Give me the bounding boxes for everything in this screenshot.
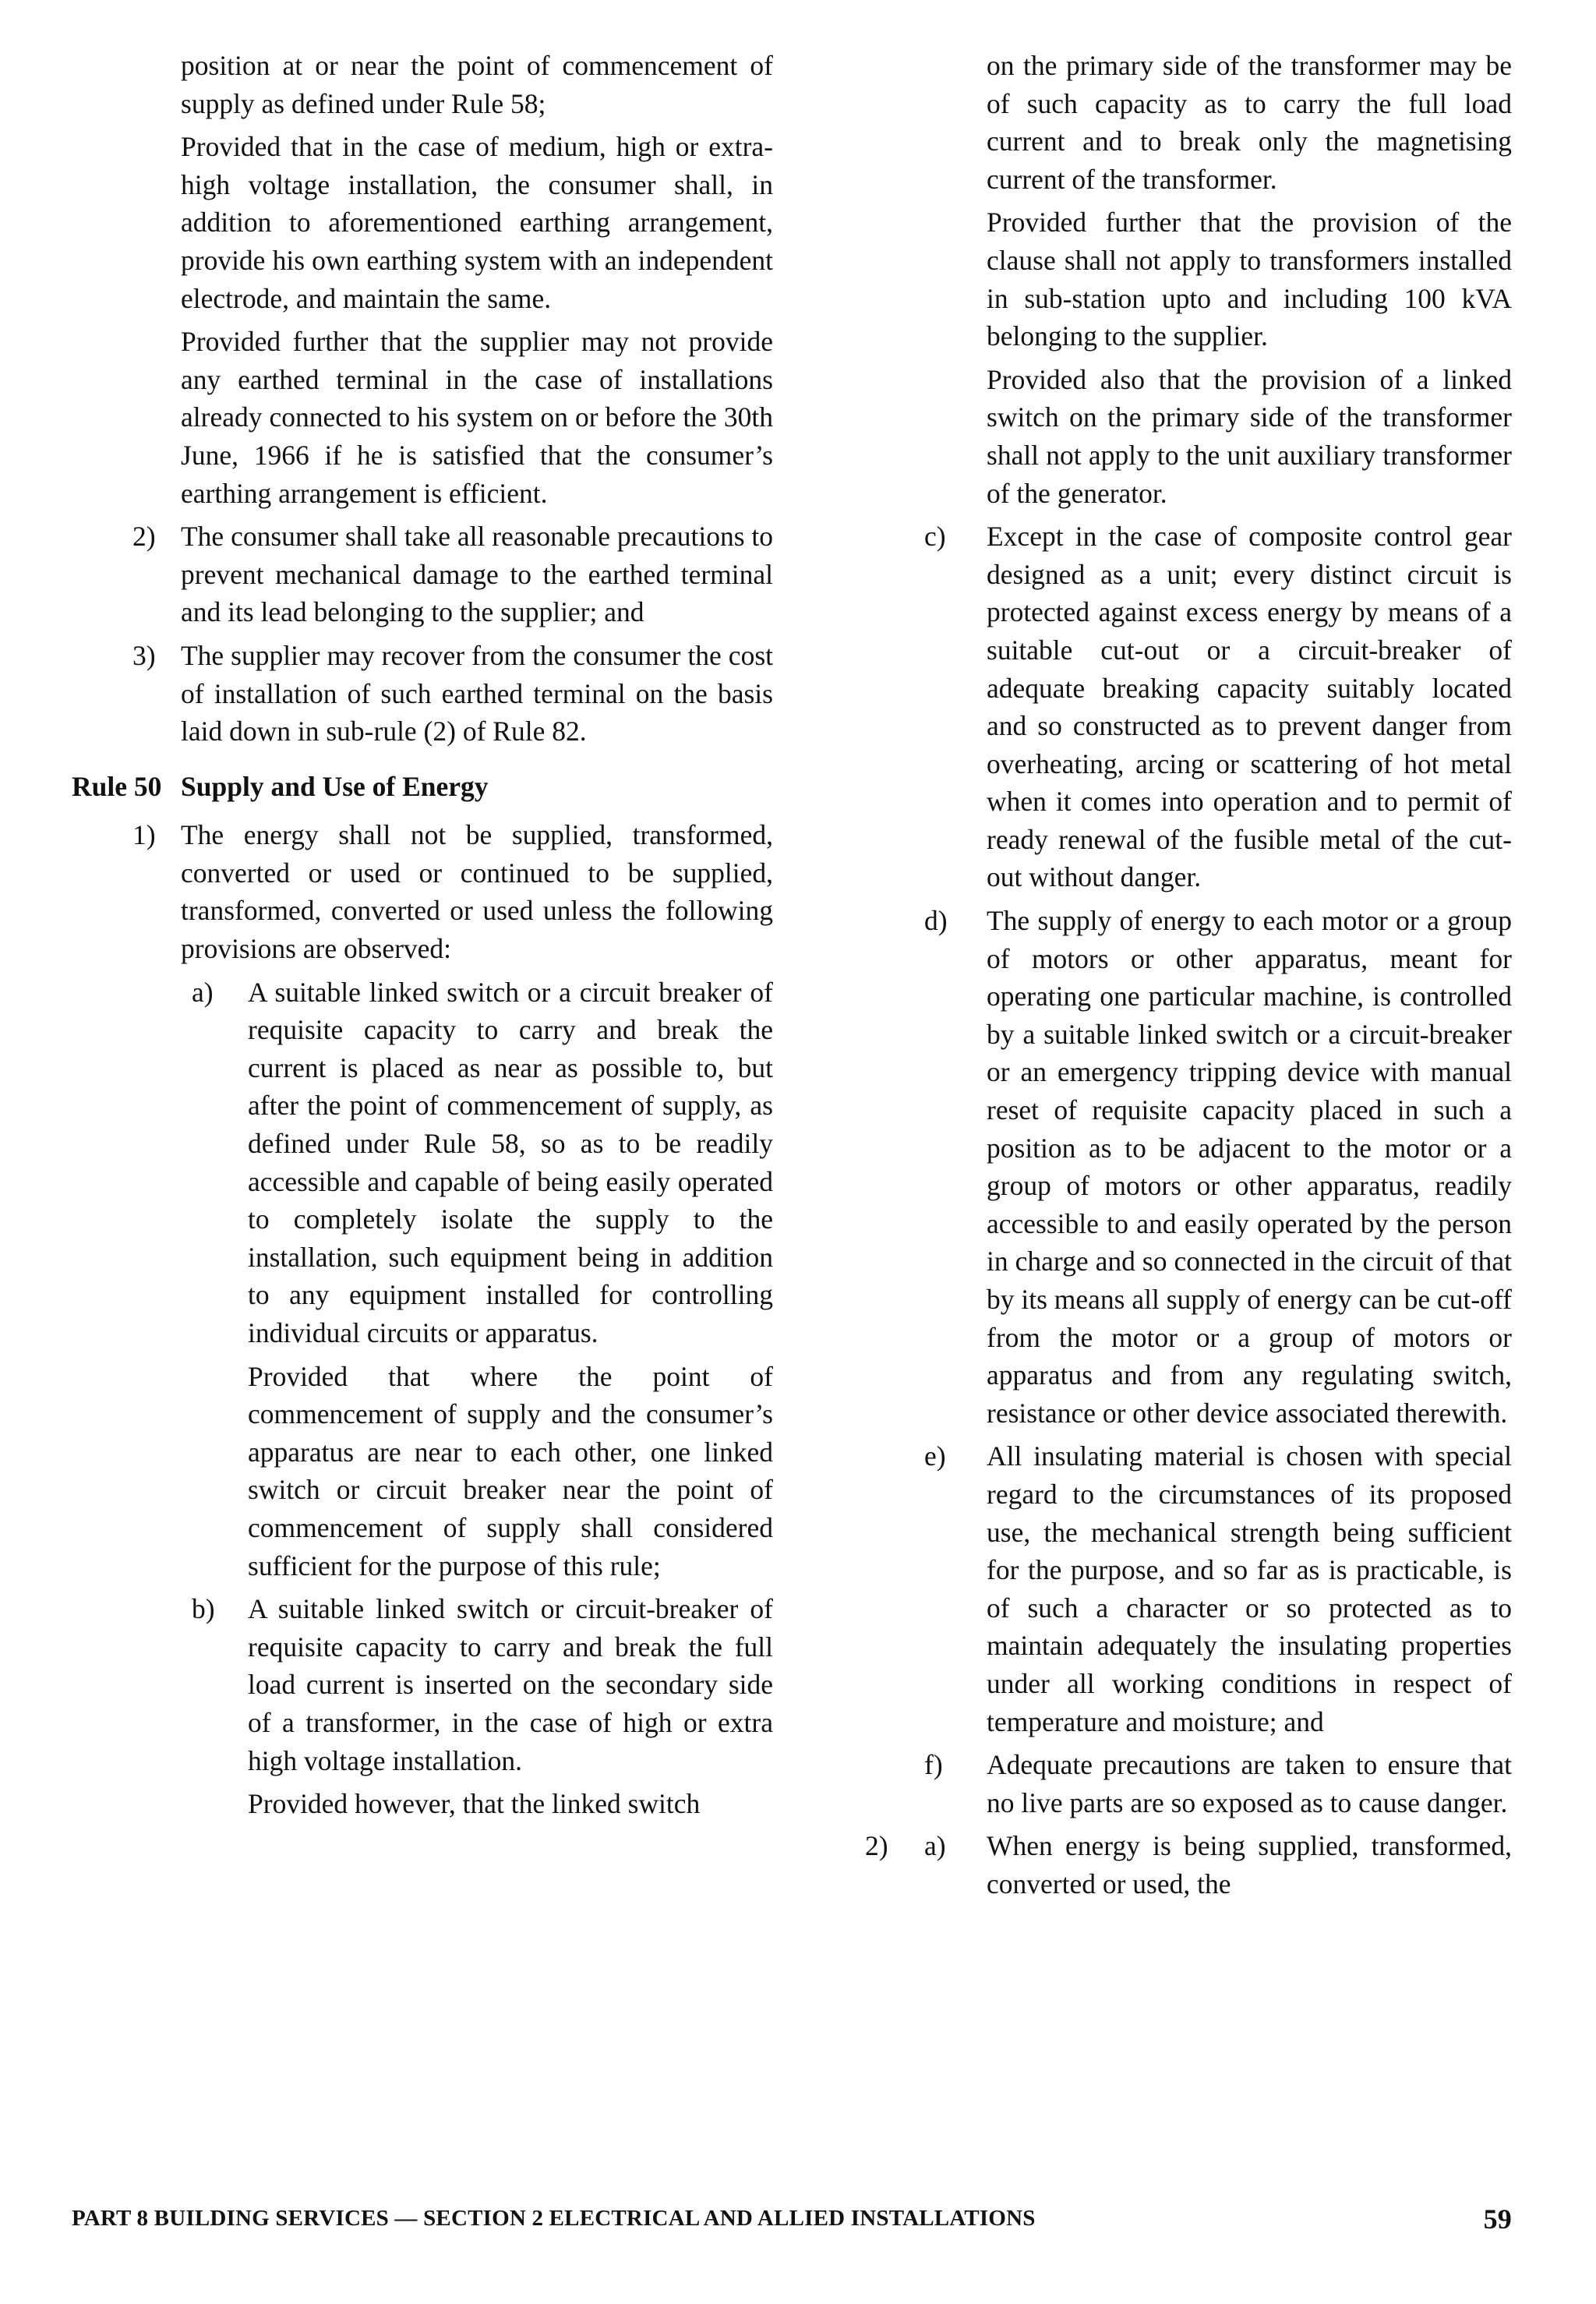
item-number: a) [192, 976, 214, 1008]
item-text: The supply of energy to each motor or a group of motors or other apparatus, meant for operating one particular machine, is controlled by a suitable linked switch or a circuit-breaker or an emergency tripping device with manual reset of requisite capacity placed in such a position as to be adjacent to the motor or a group of motors or other apparatus, readily accessible to and easily operated by the person in charge and so connected in the circuit of that by its means all supply of energy can be cut-off from the motor or a group of motors or apparatus and from any regulating switch, resistance or other device associated therewith. [987, 905, 1512, 1429]
page-footer [72, 2203, 1512, 2235]
item-text: When energy is being supplied, transformed, converted or used, the [987, 1830, 1512, 1899]
sub-list-item [72, 1590, 773, 1779]
item-text: A suitable linked switch or a circuit breaker of requisite capacity to carry and break the current is placed as near as possible to, but after the point of commencement of supply, as defined under Rule 58, so as to be readily accessible and capable of being easily operated to completely isolate the supply to the installation, such equipment being in addition to any equipment installed for controlling individual circuits or apparatus. [248, 976, 773, 1348]
sub-list-item [842, 902, 1512, 1432]
proviso: Provided that where the point of commencement of supply and the consumer’s apparatus are near to each other, one linked switch or circuit breaker near the point of commencement of supply shall considered sufficient for the purpose of this rule; [248, 1360, 773, 1581]
item-number: 2) [865, 1830, 888, 1862]
item-text: A suitable linked switch or circuit-breaker of requisite capacity to carry and break the full load current is inserted on the secondary side of a transformer, in the case of high or extra high voltage installation. [248, 1593, 773, 1776]
item-number: a) [924, 1830, 946, 1862]
item-number: c) [924, 521, 946, 553]
paragraph: Provided further that the provision of the clause shall not apply to transformers installed in sub-station upto and including 100 kVA belonging to the supplier. [987, 207, 1512, 352]
list-item [72, 518, 773, 631]
list-item [72, 816, 773, 967]
sub-list-item [842, 1746, 1512, 1822]
item-text: All insulating material is chosen with special regard to the circumstances of its proposed use, the mechanical strength being sufficient for the purpose, and so far as is practicable, is of such a character or so protected as to maintain adequately the insulating properties under all working conditions in respect of temperature and moisture; and [987, 1440, 1512, 1737]
proviso: Provided however, that the linked switch [248, 1788, 701, 1820]
item-text: Adequate precautions are taken to ensure that no live parts are so exposed as to cause danger. [987, 1749, 1512, 1818]
paragraph: Provided also that the provision of a linked switch on the primary side of the transformer shall not apply to the unit auxiliary transformer of the generator. [987, 363, 1512, 509]
item-text: The consumer shall take all reasonable precautions to prevent mechanical damage to the earthed terminal and its lead belonging to the supplier; and [181, 521, 774, 628]
item-number: 3) [132, 639, 156, 671]
item-text: The supplier may recover from the consumer the cost of installation of such earthed terminal on the basis laid down in sub-rule (2) of Rule 82. [181, 639, 773, 747]
left-column [72, 47, 773, 1829]
sub-list-item [842, 1827, 1512, 1903]
paragraph: Provided that in the case of medium, high or extra-high voltage installation, the consumer shall, in addition to aforementioned earthing arrangement, provide his own earthing system with an independent electrode, and maintain the same. [181, 131, 773, 314]
item-number: e) [924, 1440, 946, 1472]
item-number: f) [924, 1749, 943, 1781]
page-number: 59 [1483, 2203, 1512, 2235]
sub-list-item [72, 974, 773, 1352]
paragraph: position at or near the point of commencement of supply as defined under Rule 58; [181, 50, 773, 119]
sub-list-item [842, 1437, 1512, 1740]
item-number: d) [924, 905, 948, 937]
item-text: Except in the case of composite control gear designed as a unit; every distinct circuit is protected against excess energy by means of a suitable cut-out or a circuit-breaker of adequate breaking capacity suitably located and so constructed as to prevent danger from overheating, arcing or scattering of hot metal when it comes into operation and to permit of ready renewal of the fusible metal of the cut-out without danger. [987, 521, 1512, 893]
item-number: b) [192, 1593, 215, 1625]
sub-list-item [842, 518, 1512, 896]
item-number: 1) [132, 819, 156, 851]
item-number: 2) [132, 521, 156, 553]
rule-number: Rule 50 [72, 770, 162, 802]
paragraph: Provided further that the supplier may not provide any earthed terminal in the case of installations already connected to his system on or before the 30th June, 1966 if he is satisfied that the consumer’s earthing arrangement is efficient. [181, 326, 773, 509]
paragraph: on the primary side of the transformer may be of such capacity as to carry the full load current and to break only the magnetising current of the transformer. [987, 50, 1512, 195]
footer-title: PART 8 BUILDING SERVICES — SECTION 2 ELECTRICAL AND ALLIED INSTALLATIONS [72, 2206, 1036, 2231]
rule-title: Supply and Use of Energy [181, 770, 489, 802]
list-item [72, 637, 773, 751]
item-text: The energy shall not be supplied, transformed, converted or used or continued to be supplied, transformed, converted or used unless the following provisions are observed: [181, 819, 773, 965]
right-column [842, 47, 1512, 1909]
rule-heading [72, 768, 773, 806]
